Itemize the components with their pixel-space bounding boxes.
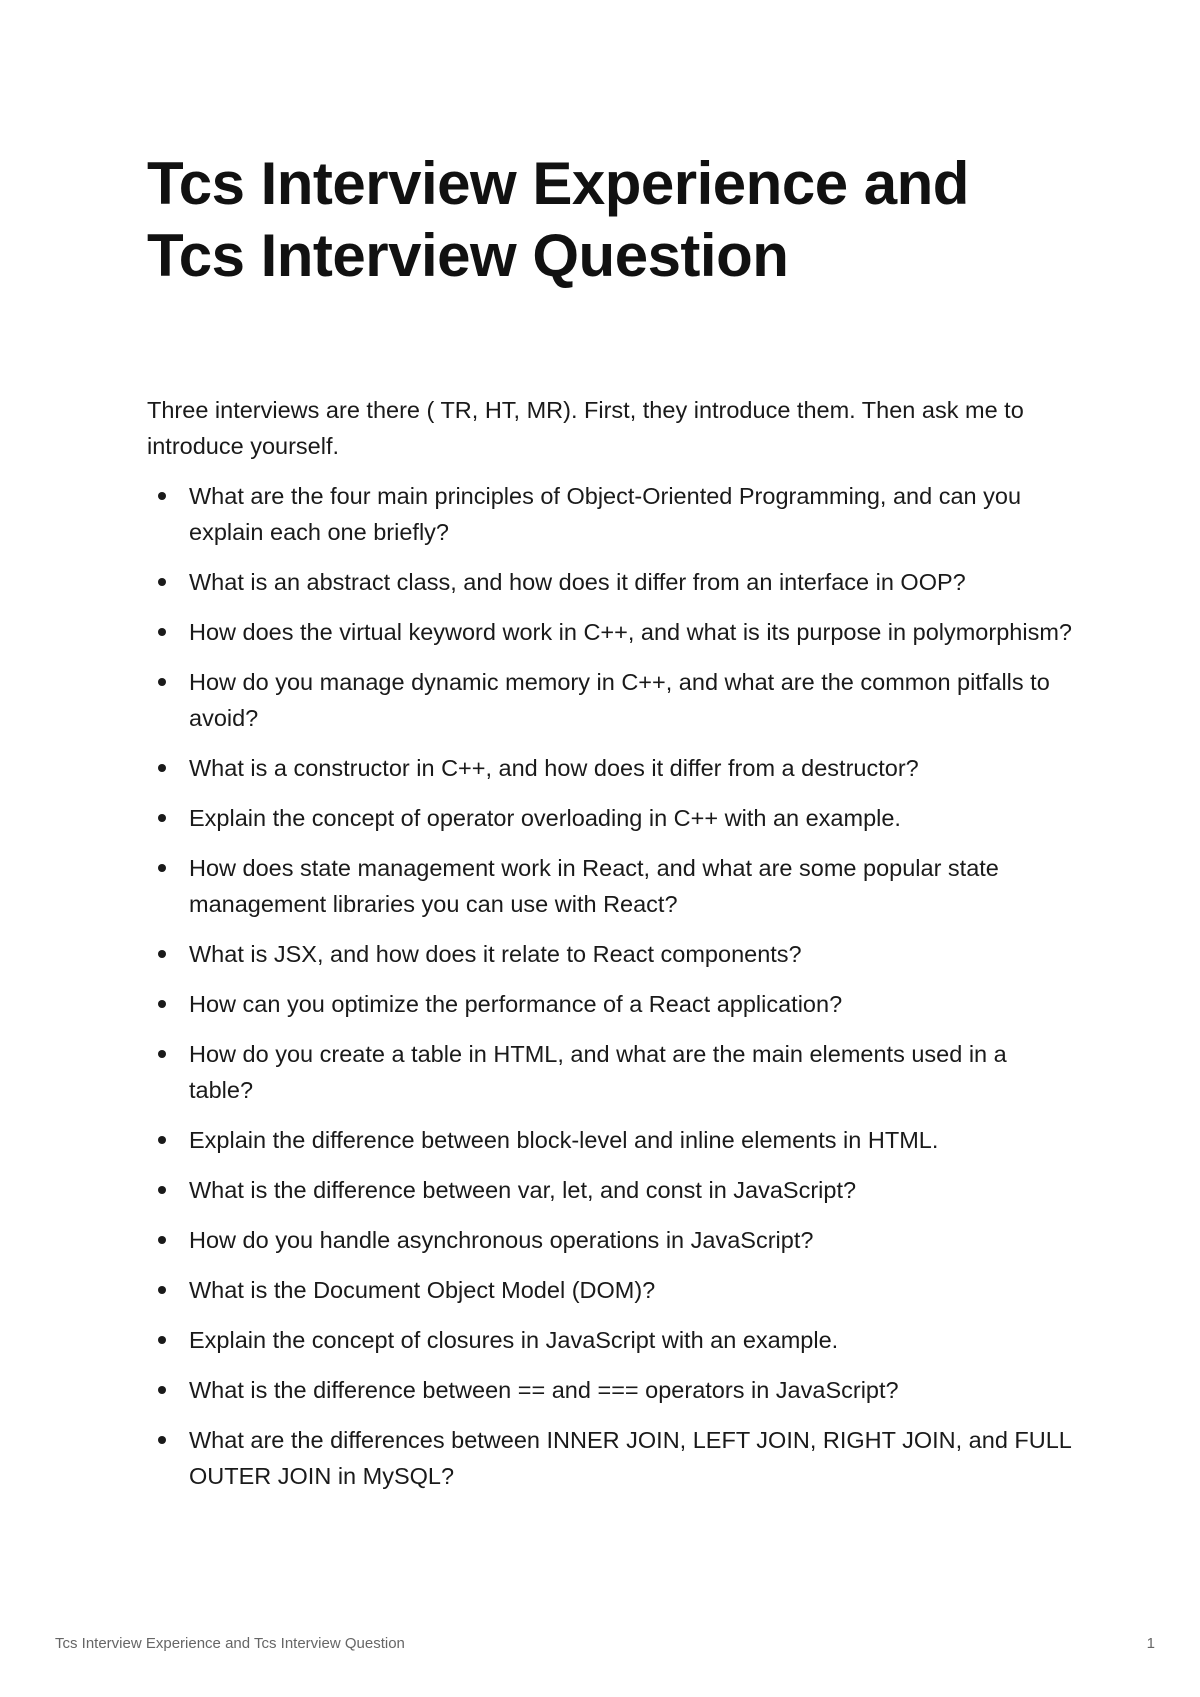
footer-document-title: Tcs Interview Experience and Tcs Interview Question [55,1635,405,1652]
question-text: Explain the concept of closures in JavaScript with an example. [189,1327,839,1353]
bullet-icon [158,1236,166,1244]
bullet-icon [158,1050,166,1058]
question-item [147,1036,1077,1108]
bullet-icon [158,1436,166,1444]
question-text: How do you handle asynchronous operations in JavaScript? [189,1227,814,1253]
question-item [147,850,1077,922]
question-text: How do you create a table in HTML, and what are the main elements used in a table? [189,1041,1007,1103]
bullet-icon [158,814,166,822]
bullet-icon [158,950,166,958]
bullet-icon [158,678,166,686]
page-number: 1 [1146,1635,1155,1652]
question-list [147,478,1077,1494]
question-item [147,1222,1077,1258]
document-body [147,392,1077,1508]
question-item [147,936,1077,972]
bullet-icon [158,864,166,872]
bullet-icon [158,492,166,500]
question-item [147,1272,1077,1308]
intro-paragraph: Three interviews are there ( TR, HT, MR). First, they introduce them. Then ask me to introduce yourself. [147,397,1024,459]
page-title [147,148,1107,292]
page-title-line-1: Tcs Interview Experience and [147,150,969,217]
question-text: Explain the concept of operator overloading in C++ with an example. [189,805,901,831]
question-text: How does state management work in React, and what are some popular state management libraries you can use with React? [189,855,999,917]
bullet-icon [158,1286,166,1294]
question-text: What is an abstract class, and how does it differ from an interface in OOP? [189,569,966,595]
question-item [147,800,1077,836]
bullet-icon [158,1000,166,1008]
question-text: What is a constructor in C++, and how does it differ from a destructor? [189,755,919,781]
bullet-icon [158,1136,166,1144]
question-item [147,750,1077,786]
bullet-icon [158,628,166,636]
question-text: What are the differences between INNER JOIN, LEFT JOIN, RIGHT JOIN, and FULL OUTER JOIN in MySQL? [189,1427,1072,1489]
question-item [147,1422,1077,1494]
question-text: What is the Document Object Model (DOM)? [189,1277,656,1303]
question-item [147,1122,1077,1158]
question-item [147,1372,1077,1408]
question-text: What is the difference between == and === operators in JavaScript? [189,1377,899,1403]
question-item [147,1322,1077,1358]
question-text: What is JSX, and how does it relate to React components? [189,941,802,967]
question-item [147,664,1077,736]
question-item [147,1172,1077,1208]
question-text: Explain the difference between block-level and inline elements in HTML. [189,1127,939,1153]
question-text: What is the difference between var, let, and const in JavaScript? [189,1177,857,1203]
bullet-icon [158,1186,166,1194]
bullet-icon [158,1336,166,1344]
question-text: What are the four main principles of Object-Oriented Programming, and can you explain each one briefly? [189,483,1022,545]
question-text: How do you manage dynamic memory in C++, and what are the common pitfalls to avoid? [189,669,1050,731]
bullet-icon [158,578,166,586]
bullet-icon [158,1386,166,1394]
question-text: How can you optimize the performance of a React application? [189,991,843,1017]
question-item [147,614,1077,650]
page-title-line-2: Tcs Interview Question [147,222,789,289]
bullet-icon [158,764,166,772]
question-item [147,986,1077,1022]
question-item [147,564,1077,600]
question-item [147,478,1077,550]
question-text: How does the virtual keyword work in C++, and what is its purpose in polymorphism? [189,619,1072,645]
